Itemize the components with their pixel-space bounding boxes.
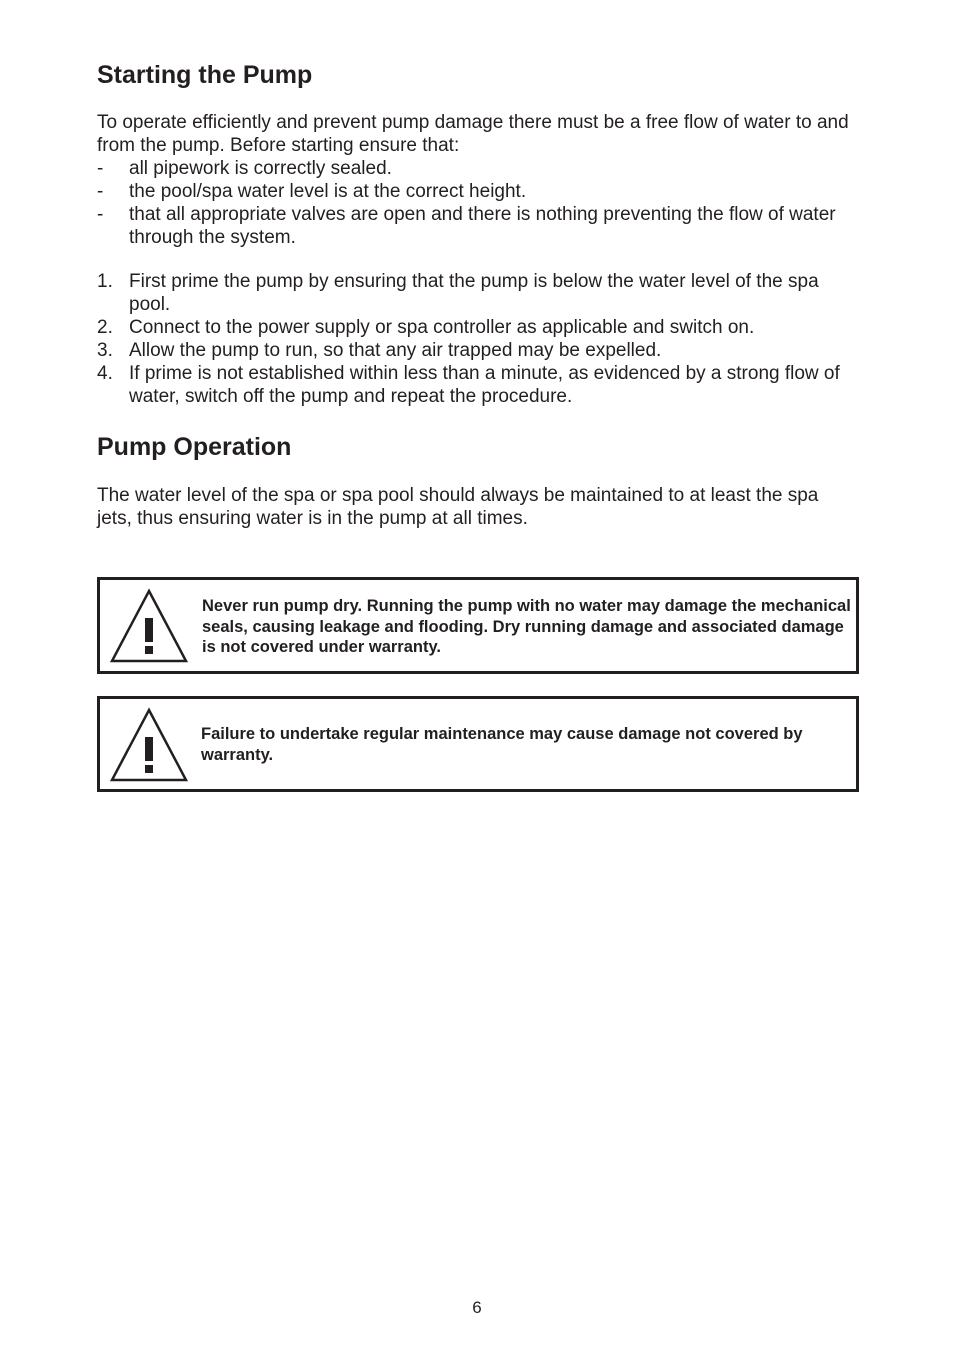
list-item: 2. Connect to the power supply or spa controller as applicable and switch on. xyxy=(97,317,755,338)
warning-text: Failure to undertake regular maintenance may cause damage not covered by warranty. xyxy=(201,725,803,764)
section-heading-pump-operation: Pump Operation xyxy=(97,433,292,461)
starting-pump-text xyxy=(97,111,859,249)
steps-block xyxy=(97,270,859,408)
section-heading-starting-pump: Starting the Pump xyxy=(97,61,313,89)
warning-box-dry-run xyxy=(97,577,859,674)
steps-list xyxy=(97,270,859,408)
pump-operation-text xyxy=(97,484,847,530)
list-item: - the pool/spa water level is at the correct height. xyxy=(97,181,527,202)
list-item: 1. First prime the pump by ensuring that the pump is below the water level of the spa pool. xyxy=(97,271,819,315)
precheck-list xyxy=(97,157,859,249)
list-item: 4. If prime is not established within less than a minute, as evidenced by a strong flow of water, switch off the pump and repeat the procedure. xyxy=(97,363,840,407)
warning-text: Never run pump dry. Running the pump with no water may damage the mechanical seals, causing leakage and flooding. Dry running damage and associated damage is not covered under warranty. xyxy=(202,597,851,656)
list-item: - that all appropriate valves are open and there is nothing preventing the flow of water through the system. xyxy=(97,204,836,248)
warning-triangle-icon xyxy=(110,588,188,664)
operation-paragraph: The water level of the spa or spa pool should always be maintained to at least the spa jets, thus ensuring water is in the pump at all times. xyxy=(97,485,819,529)
list-item: 3. Allow the pump to run, so that any air trapped may be expelled. xyxy=(97,340,662,361)
warning-triangle-icon xyxy=(110,707,188,783)
page-number: 6 xyxy=(472,1298,482,1317)
list-item: - all pipework is correctly sealed. xyxy=(97,158,392,179)
warning-box-maintenance xyxy=(97,696,859,792)
intro-paragraph: To operate efficiently and prevent pump damage there must be a free flow of water to and from the pump. Before starting ensure that: xyxy=(97,112,849,156)
